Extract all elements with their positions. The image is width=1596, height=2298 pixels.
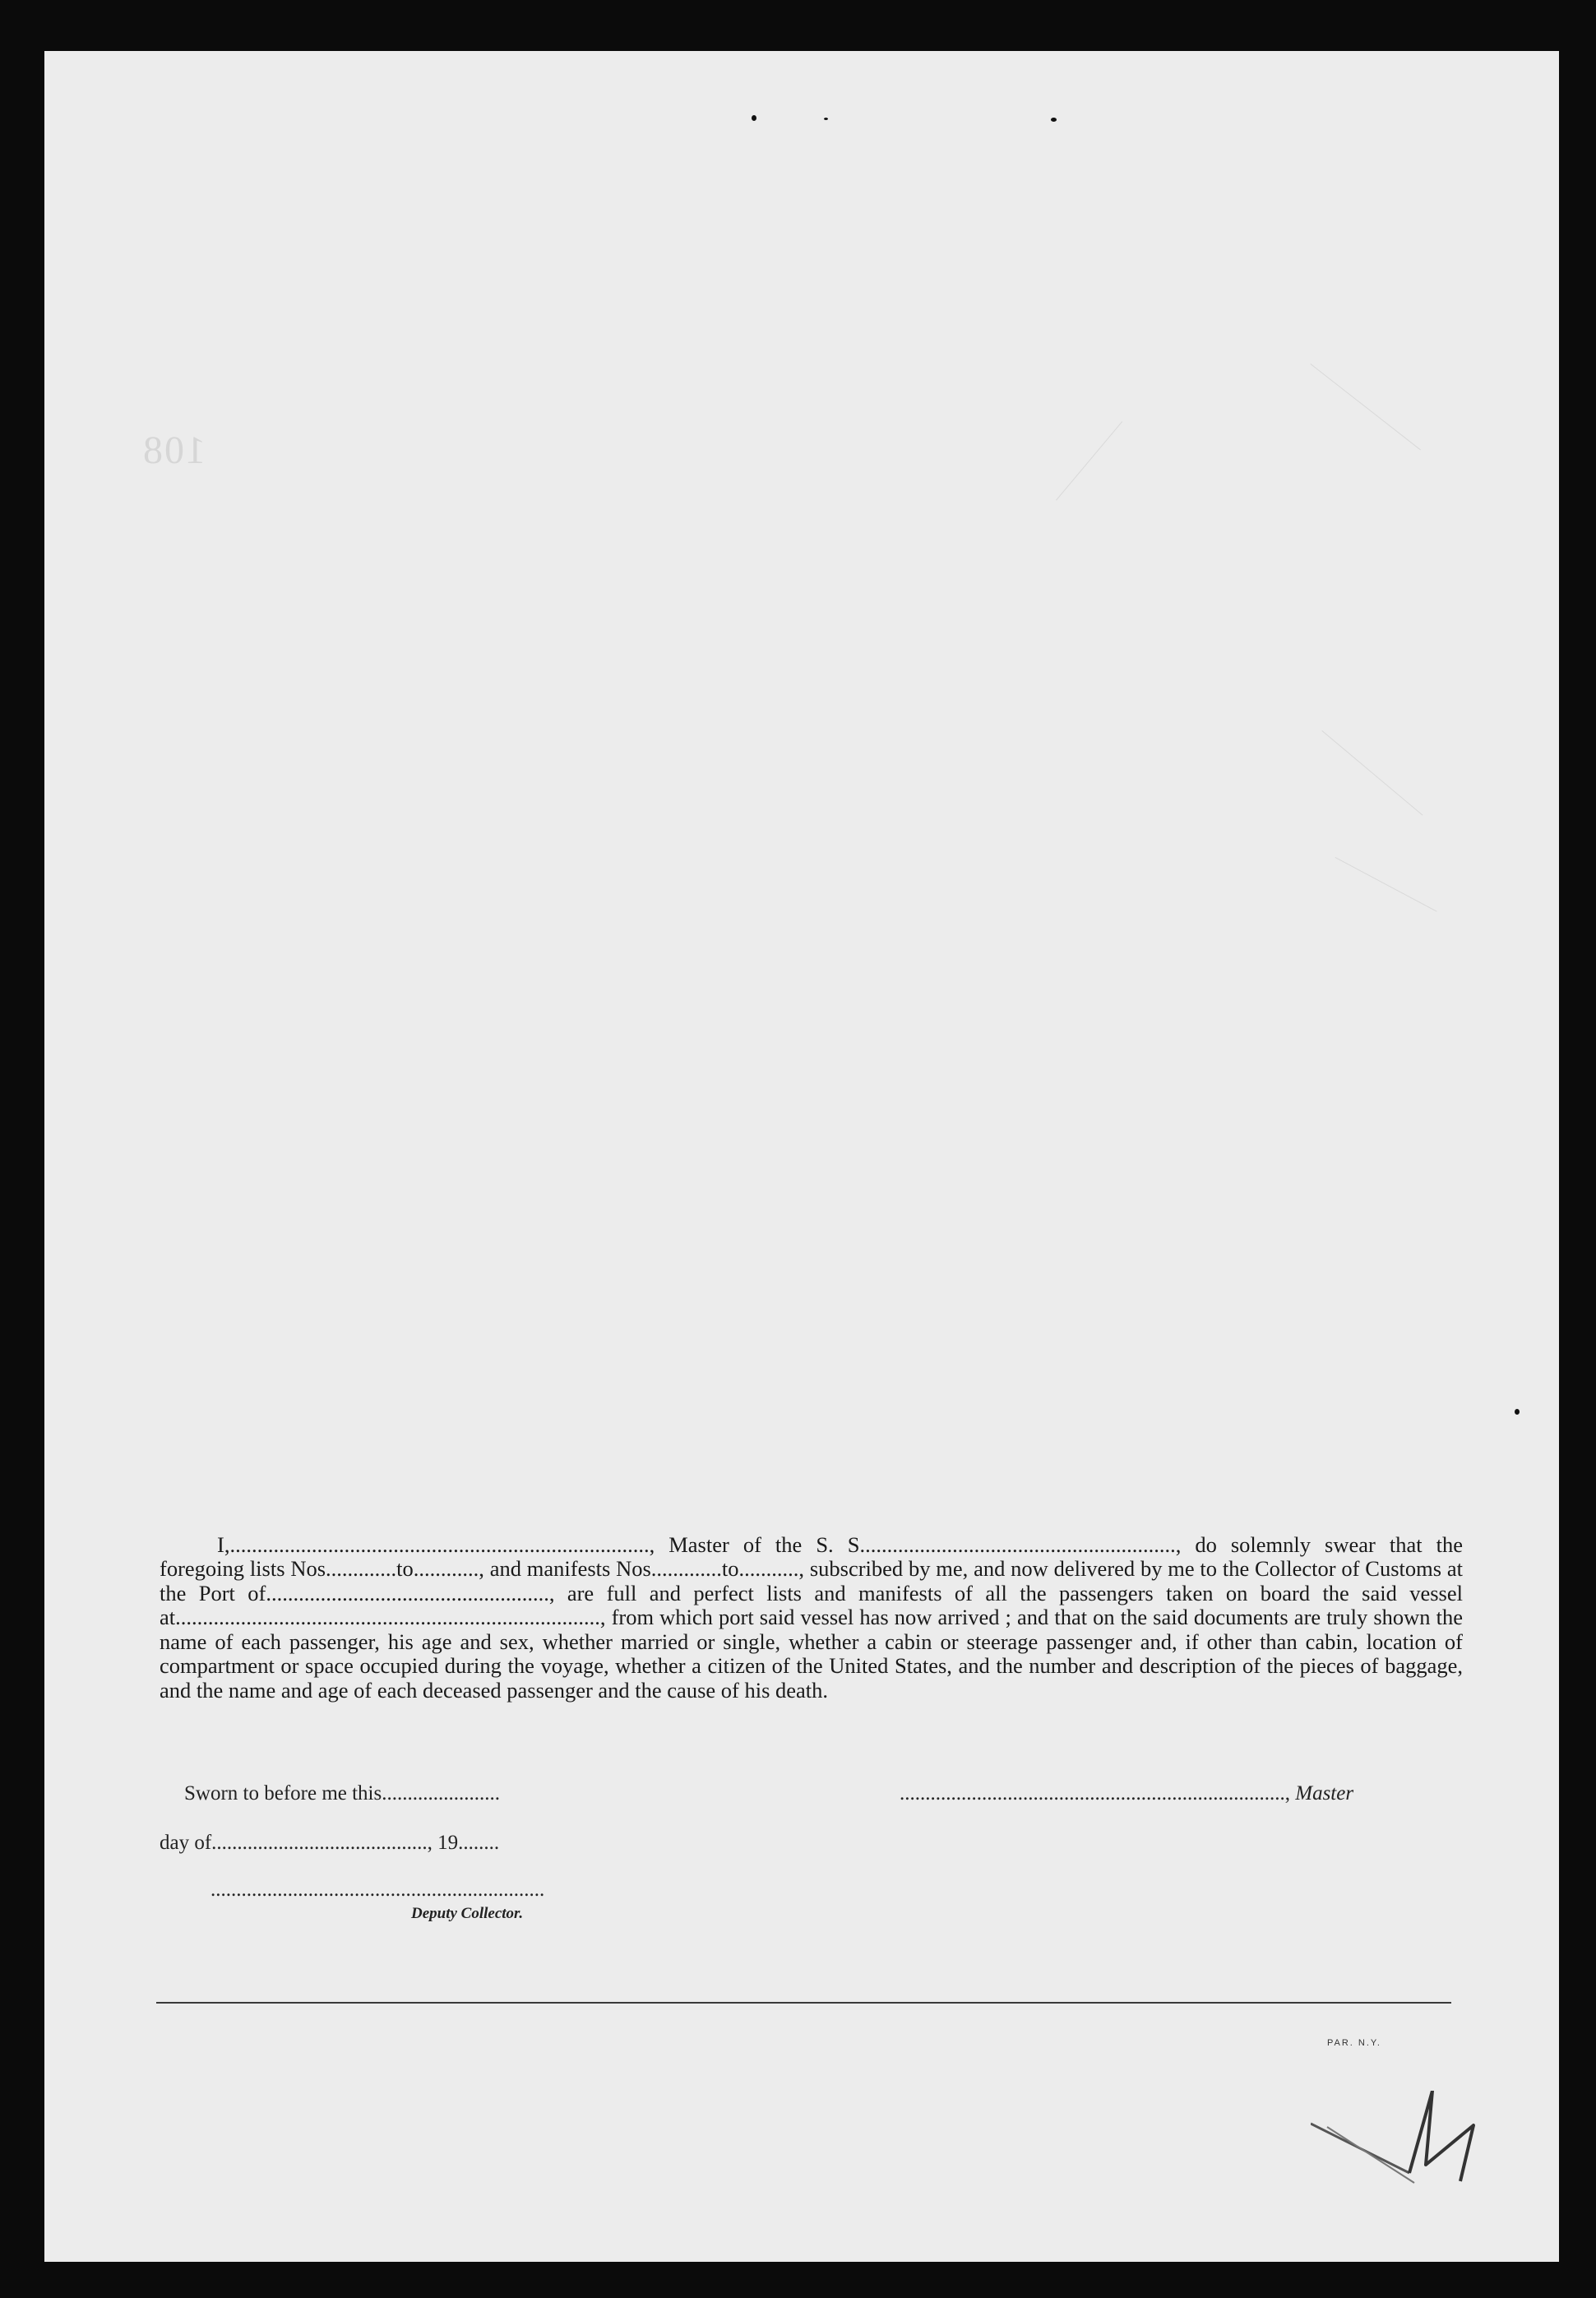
bottom-rule [156, 2002, 1451, 2004]
paper-crease [1321, 730, 1423, 816]
sworn-before-line: Sworn to before me this....................... [184, 1782, 500, 1805]
bleed-through-number: 108 [141, 429, 206, 472]
pencil-check-mark [1311, 2091, 1492, 2206]
day-of-line: day of.........................................., 19........ [160, 1832, 500, 1854]
printer-mark: PAR. N.Y. [1327, 2038, 1381, 2048]
paper-crease [1335, 857, 1437, 912]
ink-speck [1515, 1409, 1520, 1415]
oath-paragraph: I,............................................................................., Master of the S. S.........................................................., do solemnly swear that the foregoing lists Nos.............to............, and manifests Nos.............to..........., subscribed by me, and now delivered by me to the Collector of Customs at the Port of...................................................., are full and perfect lists and manifests of all the passengers taken on board the said vessel at.............................................................................., from which port said vessel has now arrived ; and that on the said documents are truly shown the name of each passenger, his age and sex, whether married or single, whether a cabin or steerage passenger and, if other than cabin, location of compartment or space occupied during the voyage, whether a citizen of the United States, and the number and description of the pieces of baggage, and the name and age of each deceased passenger and the cause of his death. [160, 1531, 1463, 1703]
ink-speck [1051, 118, 1057, 122]
master-signature-dots: ..........................................................................., [900, 1782, 1290, 1805]
ink-speck [752, 115, 756, 121]
master-label: Master [1295, 1782, 1354, 1805]
ink-speck [824, 118, 828, 120]
deputy-collector-signature-line: ................................................................. [210, 1879, 545, 1901]
paper-crease [1310, 364, 1421, 450]
deputy-collector-label: Deputy Collector. [411, 1905, 524, 1922]
paper-crease [1056, 421, 1122, 500]
master-signature-line [900, 1782, 1353, 1805]
manifest-back-page [44, 51, 1559, 2262]
